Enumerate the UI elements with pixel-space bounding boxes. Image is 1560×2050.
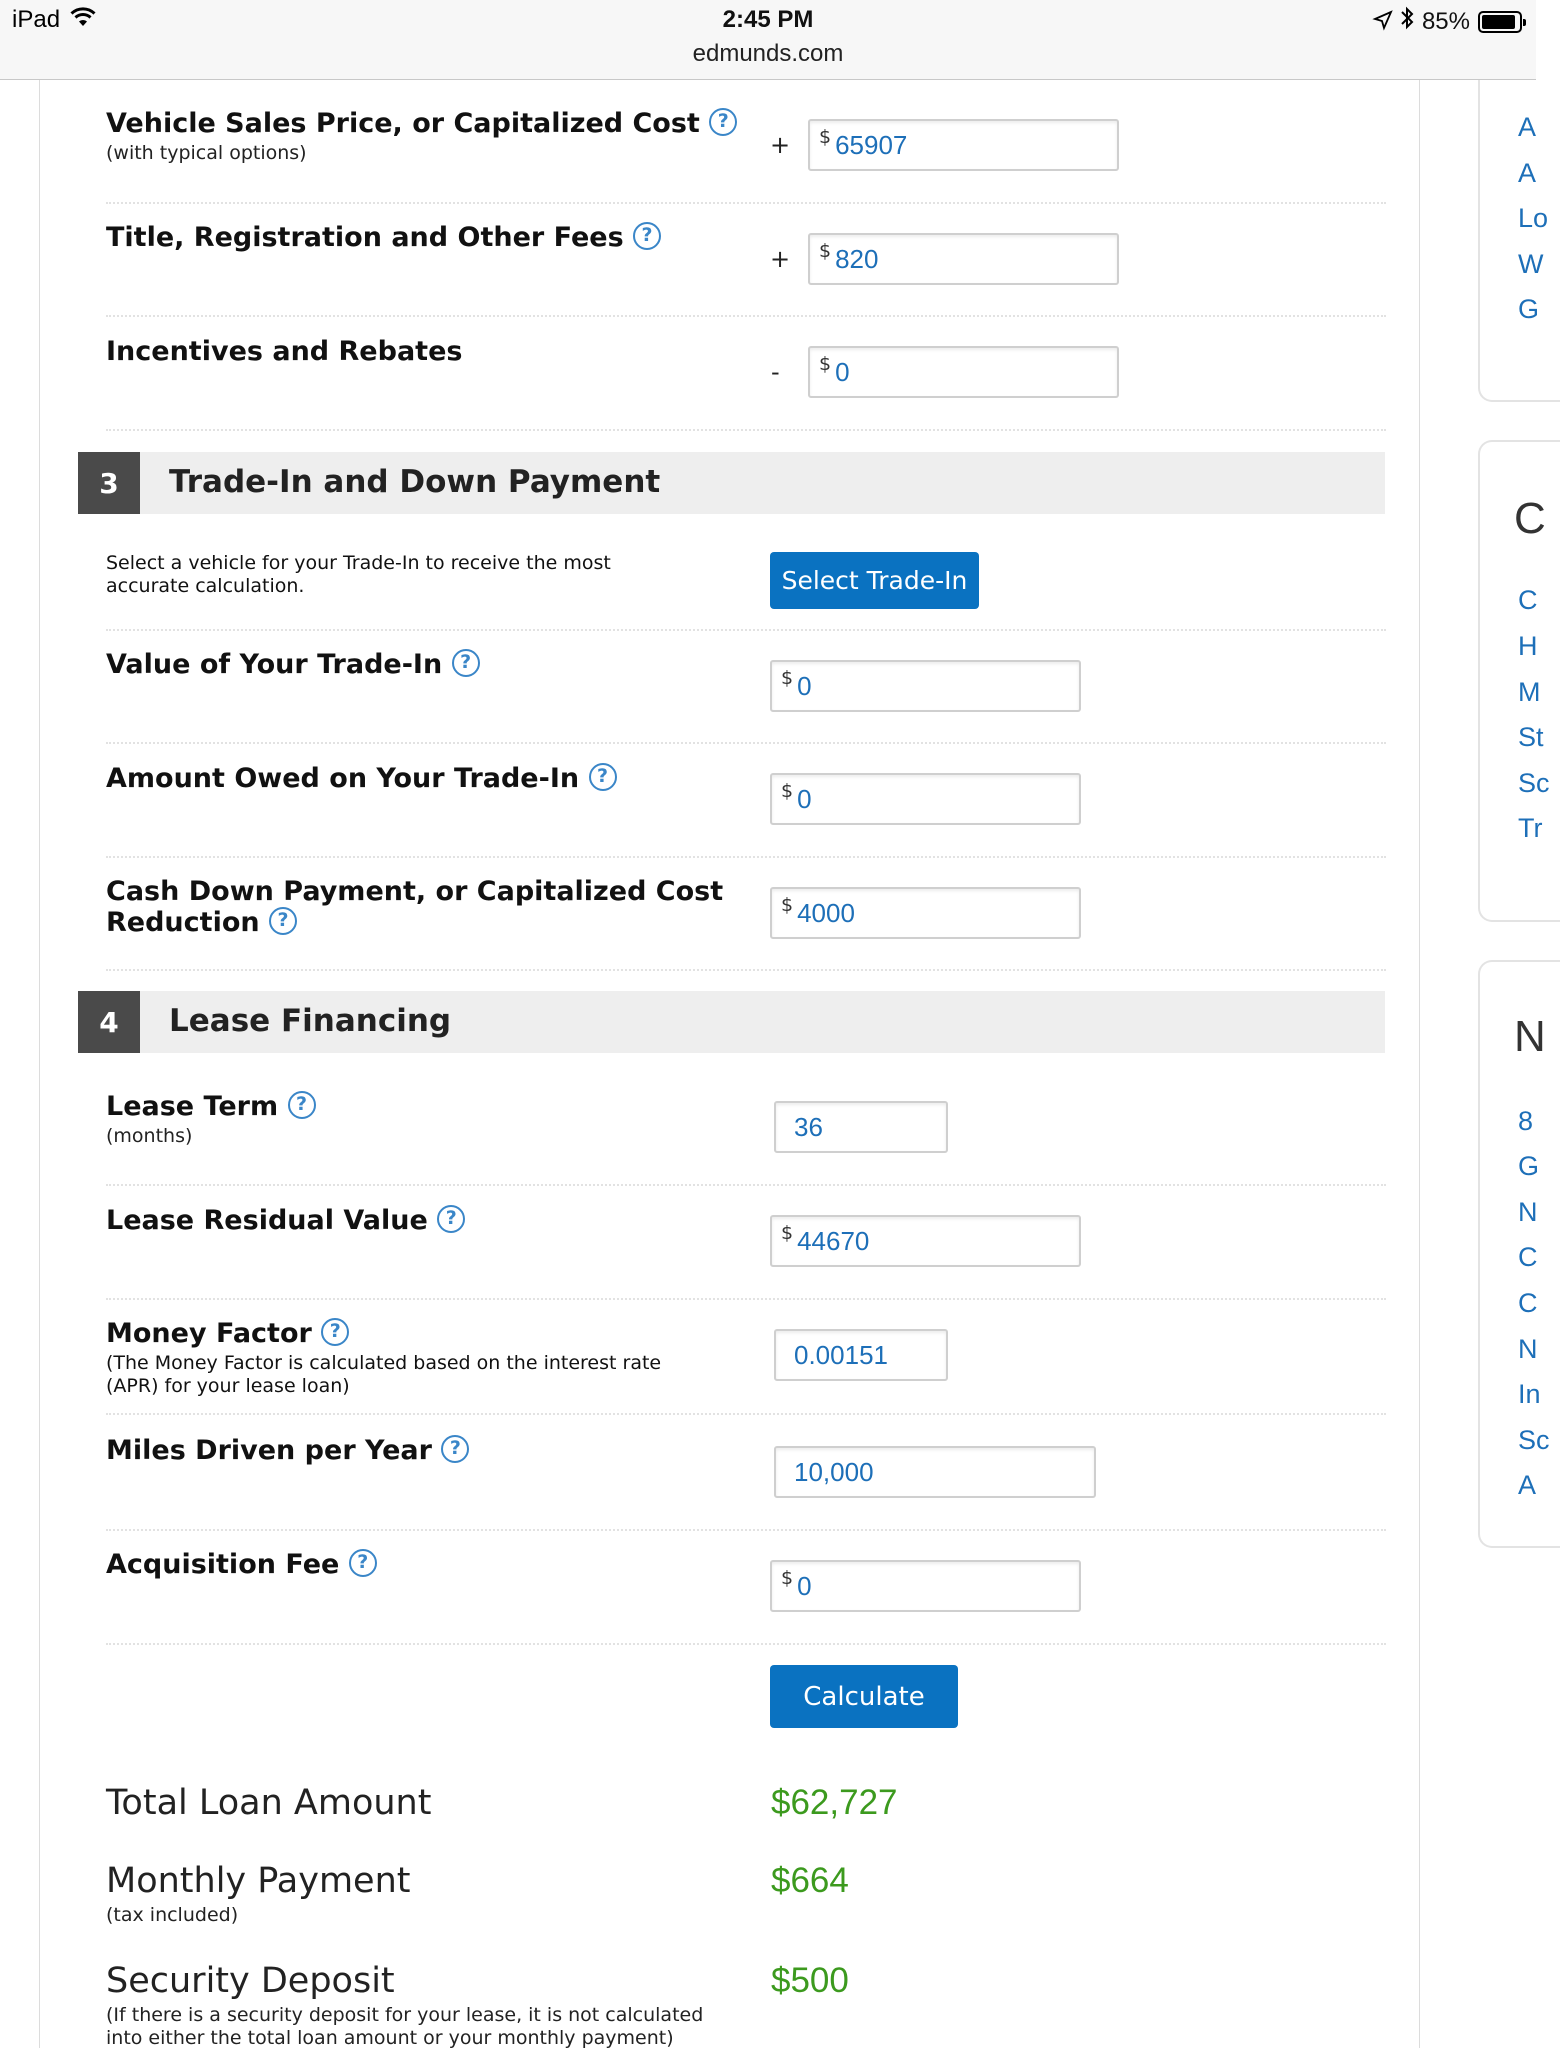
sidebar-link[interactable]: N <box>1518 1197 1538 1227</box>
help-icon[interactable]: ? <box>452 649 480 677</box>
row-divider <box>106 315 1386 317</box>
sales-price-label <box>106 108 737 139</box>
money-factor-input[interactable] <box>794 1340 930 1371</box>
sidebar-link[interactable]: A <box>1518 112 1537 142</box>
sidebar-link[interactable]: H <box>1518 631 1538 661</box>
sidebar-card-heading: C <box>1514 494 1546 543</box>
sidebar-link[interactable]: G <box>1518 294 1540 324</box>
lease-term-field[interactable] <box>774 1101 948 1153</box>
section-title: Lease Financing <box>169 1003 452 1039</box>
sidebar-link[interactable]: Tr <box>1518 813 1543 843</box>
clock: 2:45 PM <box>722 6 814 33</box>
lease-term-input[interactable] <box>794 1112 930 1143</box>
sidebar-link[interactable]: In <box>1518 1379 1541 1409</box>
sales-price-sub: (with typical options) <box>106 142 307 164</box>
section-4-header <box>78 991 1385 1053</box>
sidebar-link[interactable]: Sc <box>1518 768 1550 798</box>
amount-owed-input[interactable] <box>797 784 1043 815</box>
help-icon[interactable]: ? <box>288 1091 316 1119</box>
fees-label <box>106 222 661 253</box>
row-divider <box>106 429 1386 431</box>
residual-field[interactable] <box>770 1215 1081 1267</box>
location-arrow-icon <box>1374 8 1392 36</box>
miles-field[interactable] <box>774 1446 1096 1498</box>
row-divider <box>106 856 1386 858</box>
money-factor-desc: (The Money Factor is calculated based on the interest rate (APR) for your lease loan) <box>106 1352 662 1397</box>
row-divider <box>106 969 1386 971</box>
sales-price-field[interactable] <box>808 119 1119 171</box>
help-icon[interactable]: ? <box>589 763 617 791</box>
miles-label-text: Miles Driven per Year <box>106 1435 432 1466</box>
calculate-button[interactable]: Calculate <box>770 1665 958 1728</box>
lease-term-label-text: Lease Term <box>106 1091 279 1122</box>
row-divider <box>106 1643 1386 1645</box>
monthly-payment-sub: (tax included) <box>106 1904 239 1926</box>
incentives-label: Incentives and Rebates <box>106 336 463 367</box>
dollar-sign: $ <box>781 894 794 916</box>
help-icon[interactable]: ? <box>321 1318 349 1346</box>
row-divider <box>106 1298 1386 1300</box>
trade-in-description: Select a vehicle for your Trade-In to receive the most accurate calculation. <box>106 552 611 597</box>
sidebar-link[interactable]: G <box>1518 1151 1540 1181</box>
lease-term-label <box>106 1091 316 1122</box>
sidebar-card-heading: N <box>1514 1012 1546 1061</box>
content-frame-right-border <box>1419 80 1420 2048</box>
section-title: Trade-In and Down Payment <box>169 464 661 500</box>
security-deposit-sub: (If there is a security deposit for your lease, it is not calculated into either the total loan amount or your monthly payment) <box>106 2004 704 2049</box>
incentives-field[interactable] <box>808 346 1119 398</box>
down-payment-label-line1: Cash Down Payment, or Capitalized Cost <box>106 876 724 907</box>
down-payment-label-line2: Reduction <box>106 907 260 938</box>
money-factor-label-text: Money Factor <box>106 1318 312 1349</box>
select-trade-in-button[interactable]: Select Trade-In <box>770 552 979 609</box>
sales-price-input[interactable] <box>835 130 1081 161</box>
sidebar-link[interactable]: St <box>1518 722 1544 752</box>
help-icon[interactable]: ? <box>437 1205 465 1233</box>
acquisition-fee-input[interactable] <box>797 1571 1043 1602</box>
plus-operator: + <box>770 245 791 273</box>
down-payment-field[interactable] <box>770 887 1081 939</box>
dollar-sign: $ <box>781 1567 794 1589</box>
help-icon[interactable]: ? <box>441 1435 469 1463</box>
minus-operator: - <box>771 358 780 386</box>
dollar-sign: $ <box>819 353 832 375</box>
sidebar-link[interactable]: C <box>1518 1242 1538 1272</box>
total-loan-value: $62,727 <box>771 1783 898 1822</box>
help-icon[interactable]: ? <box>633 222 661 250</box>
sidebar-link[interactable]: Lo <box>1518 203 1549 233</box>
section-3-header <box>78 452 1385 514</box>
sidebar-link[interactable]: M <box>1518 677 1541 707</box>
acquisition-fee-label-text: Acquisition Fee <box>106 1549 340 1580</box>
sidebar-link[interactable]: A <box>1518 158 1537 188</box>
miles-input[interactable] <box>794 1457 1048 1488</box>
row-divider <box>106 202 1386 204</box>
content-frame-left-border <box>39 80 40 2048</box>
acquisition-fee-label <box>106 1549 377 1580</box>
help-icon[interactable]: ? <box>709 108 737 136</box>
row-divider <box>106 1184 1386 1186</box>
dollar-sign: $ <box>781 1222 794 1244</box>
sales-price-label-text: Vehicle Sales Price, or Capitalized Cost <box>106 108 700 139</box>
monthly-payment-value: $664 <box>771 1861 849 1900</box>
dollar-sign: $ <box>819 240 832 262</box>
dollar-sign: $ <box>819 126 832 148</box>
trade-value-label <box>106 649 480 680</box>
help-icon[interactable]: ? <box>349 1549 377 1577</box>
money-factor-label <box>106 1318 349 1349</box>
row-divider <box>106 1413 1386 1415</box>
residual-label <box>106 1205 465 1236</box>
sidebar-link[interactable]: N <box>1518 1334 1538 1364</box>
device-name: iPad <box>12 6 61 33</box>
residual-input[interactable] <box>797 1226 1043 1257</box>
status-right <box>1374 6 1522 37</box>
dollar-sign: $ <box>781 780 794 802</box>
row-divider <box>106 742 1386 744</box>
dollar-sign: $ <box>781 667 794 689</box>
fees-input[interactable] <box>835 244 1081 275</box>
lease-term-sub: (months) <box>106 1125 193 1147</box>
battery-percent: 85% <box>1421 7 1470 35</box>
sidebar-link[interactable]: C <box>1518 1288 1538 1318</box>
row-divider <box>106 629 1386 631</box>
miles-label <box>106 1435 469 1466</box>
security-deposit-value: $500 <box>771 1961 849 2000</box>
amount-owed-field[interactable] <box>770 773 1081 825</box>
amount-owed-label <box>106 763 617 794</box>
bluetooth-icon <box>1400 6 1414 37</box>
sidebar-link[interactable]: W <box>1518 249 1544 279</box>
trade-value-field[interactable] <box>770 660 1081 712</box>
down-payment-label <box>106 876 723 938</box>
sidebar-link[interactable]: A <box>1518 1470 1537 1500</box>
money-factor-field[interactable] <box>774 1329 948 1381</box>
residual-label-text: Lease Residual Value <box>106 1205 428 1236</box>
fees-label-text: Title, Registration and Other Fees <box>106 222 624 253</box>
acquisition-fee-field[interactable] <box>770 1560 1081 1612</box>
monthly-payment-label: Monthly Payment <box>106 1861 411 1901</box>
trade-value-input[interactable] <box>797 671 1043 702</box>
section-number: 3 <box>78 452 140 514</box>
sidebar-link[interactable]: C <box>1518 585 1538 615</box>
ios-status-bar <box>0 0 1536 80</box>
trade-value-label-text: Value of Your Trade-In <box>106 649 443 680</box>
help-icon[interactable]: ? <box>269 907 297 935</box>
battery-icon <box>1478 11 1522 33</box>
down-payment-input[interactable] <box>797 898 1043 929</box>
incentives-input[interactable] <box>835 357 1081 388</box>
sidebar-link[interactable]: 8 <box>1518 1106 1534 1136</box>
section-number: 4 <box>78 991 140 1053</box>
amount-owed-label-text: Amount Owed on Your Trade-In <box>106 763 580 794</box>
security-deposit-label: Security Deposit <box>106 1961 395 2001</box>
fees-field[interactable] <box>808 233 1119 285</box>
sidebar-link[interactable]: Sc <box>1518 1425 1550 1455</box>
row-divider <box>106 1529 1386 1531</box>
plus-operator: + <box>770 131 791 159</box>
total-loan-label: Total Loan Amount <box>106 1783 432 1823</box>
address-bar-url[interactable]: edmunds.com <box>692 40 844 67</box>
